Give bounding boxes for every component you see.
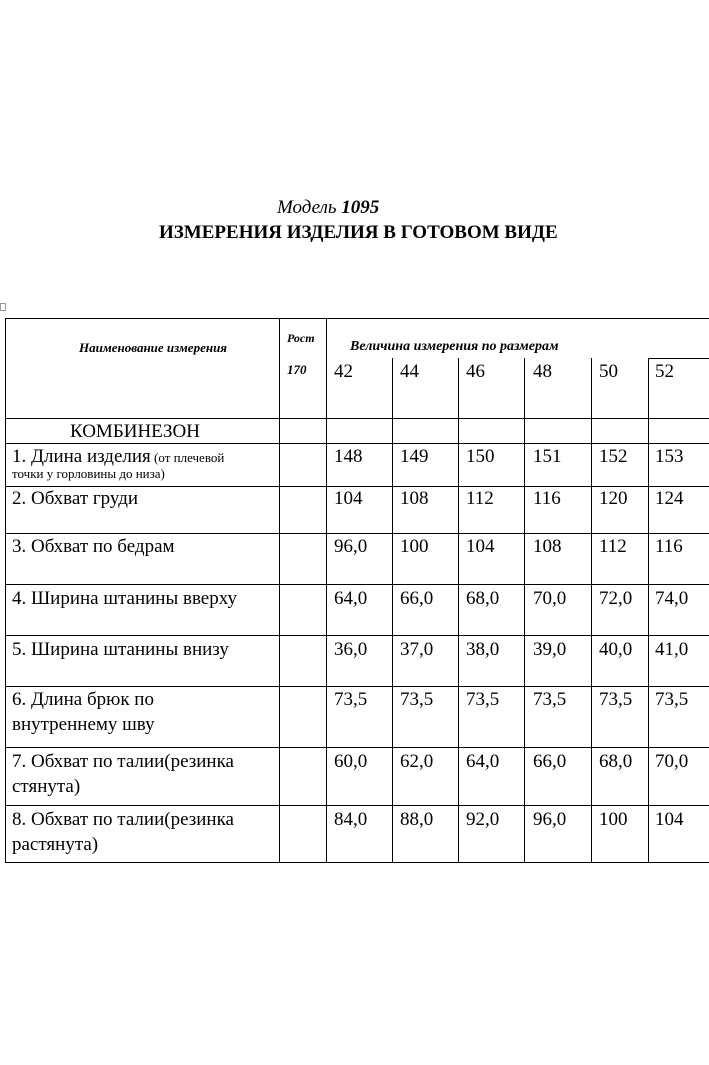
table-border-bottom: [5, 862, 709, 863]
row-8-value-50: 100: [599, 809, 628, 830]
size-44: 44: [400, 361, 419, 382]
row-1-value-46: 150: [466, 446, 495, 467]
row-5-value-46: 38,0: [466, 639, 500, 660]
row-7-value-52: 70,0: [655, 751, 689, 772]
section-title: КОМБИНЕЗОН: [70, 421, 200, 442]
row-line: [5, 584, 709, 585]
row-4-value-46: 68,0: [466, 588, 500, 609]
model-label: Модель: [277, 197, 337, 218]
row-8-value-46: 92,0: [466, 809, 500, 830]
row-1-name-note: (от плечевой: [150, 450, 225, 465]
row-2-value-48: 116: [533, 488, 561, 509]
row-8-value-42: 84,0: [334, 809, 368, 830]
model-number: 1095: [341, 197, 380, 218]
row-8-value-44: 88,0: [400, 809, 434, 830]
row-7-value-48: 66,0: [533, 751, 567, 772]
row-3-value-50: 112: [599, 536, 627, 557]
row-line: [5, 635, 709, 636]
table-border-top: [5, 318, 709, 319]
row-2-value-50: 120: [599, 488, 628, 509]
row-7-name: 7. Обхват по талии(резинка: [12, 751, 234, 772]
row-3-name: 3. Обхват по бедрам: [12, 536, 175, 557]
row-7-value-50: 68,0: [599, 751, 633, 772]
row-1-name-line2: точки у горловины до низа): [12, 466, 165, 481]
row-4-value-52: 74,0: [655, 588, 689, 609]
row-6-value-42: 73,5: [334, 689, 368, 710]
row-line: [5, 486, 709, 487]
row-line: [5, 686, 709, 687]
row-3-value-52: 116: [655, 536, 683, 557]
row-1-value-52: 153: [655, 446, 684, 467]
col-divider: [392, 358, 393, 863]
size-52: 52: [655, 361, 674, 382]
table-move-handle[interactable]: [0, 303, 6, 311]
row-6-value-46: 73,5: [466, 689, 500, 710]
row-2-name: 2. Обхват груди: [12, 488, 139, 509]
size-50: 50: [599, 361, 618, 382]
row-8-value-48: 96,0: [533, 809, 567, 830]
row-2-value-52: 124: [655, 488, 684, 509]
sizes-header: Величина измерения по размерам: [350, 339, 559, 354]
row-7-value-44: 62,0: [400, 751, 434, 772]
size-42: 42: [334, 361, 353, 382]
row-6-value-44: 73,5: [400, 689, 434, 710]
row-5-name: 5. Ширина штанины внизу: [12, 639, 229, 660]
col-divider: [648, 358, 649, 863]
row-5-value-48: 39,0: [533, 639, 567, 660]
height-header: Рост: [287, 331, 315, 345]
row-1-value-42: 148: [334, 446, 363, 467]
row-4-value-48: 70,0: [533, 588, 567, 609]
col-divider: [524, 358, 525, 863]
row-8-name-line2: растянута): [12, 834, 99, 855]
col-divider: [458, 358, 459, 863]
row-1-name-main: 1. Длина изделия: [12, 446, 151, 467]
size-46: 46: [466, 361, 485, 382]
size-header-divider: [648, 358, 709, 359]
row-8-name: 8. Обхват по талии(резинка: [12, 809, 234, 830]
row-1-value-44: 149: [400, 446, 429, 467]
row-3-value-46: 104: [466, 536, 495, 557]
row-4-value-44: 66,0: [400, 588, 434, 609]
row-2-value-44: 108: [400, 488, 429, 509]
row-3-value-42: 96,0: [334, 536, 368, 557]
table-border-left: [5, 318, 6, 863]
row-3-value-44: 100: [400, 536, 429, 557]
row-4-value-50: 72,0: [599, 588, 633, 609]
row-3-value-48: 108: [533, 536, 562, 557]
page-title: ИЗМЕРЕНИЯ ИЗДЕЛИЯ В ГОТОВОМ ВИДЕ: [159, 222, 558, 243]
row-8-value-52: 104: [655, 809, 684, 830]
row-6-value-48: 73,5: [533, 689, 567, 710]
height-value: 170: [287, 362, 307, 377]
row-4-name: 4. Ширина штанины вверху: [12, 588, 238, 609]
row-2-value-46: 112: [466, 488, 494, 509]
model-line: [277, 197, 379, 219]
row-1-value-48: 151: [533, 446, 562, 467]
row-7-name-line2: стянута): [12, 776, 81, 797]
col-divider-sizes: [326, 318, 327, 863]
row-6-name-line2: внутреннему шву: [12, 714, 155, 735]
row-line: [5, 747, 709, 748]
header-bottom-line: [5, 418, 709, 419]
row-1-value-50: 152: [599, 446, 628, 467]
row-7-value-46: 64,0: [466, 751, 500, 772]
row-2-value-42: 104: [334, 488, 363, 509]
col-divider: [591, 358, 592, 863]
row-6-name: 6. Длина брюк по: [12, 689, 154, 710]
row-5-value-42: 36,0: [334, 639, 368, 660]
row-6-value-52: 73,5: [655, 689, 689, 710]
row-7-value-42: 60,0: [334, 751, 368, 772]
measurement-name-header: Наименование измерения: [79, 340, 227, 355]
row-line: [5, 533, 709, 534]
row-5-value-50: 40,0: [599, 639, 633, 660]
row-4-value-42: 64,0: [334, 588, 368, 609]
row-1-name: [12, 446, 224, 469]
row-5-value-52: 41,0: [655, 639, 689, 660]
row-5-value-44: 37,0: [400, 639, 434, 660]
col-divider-height: [279, 318, 280, 863]
row-6-value-50: 73,5: [599, 689, 633, 710]
size-48: 48: [533, 361, 552, 382]
row-line: [5, 443, 709, 444]
row-line: [5, 805, 709, 806]
